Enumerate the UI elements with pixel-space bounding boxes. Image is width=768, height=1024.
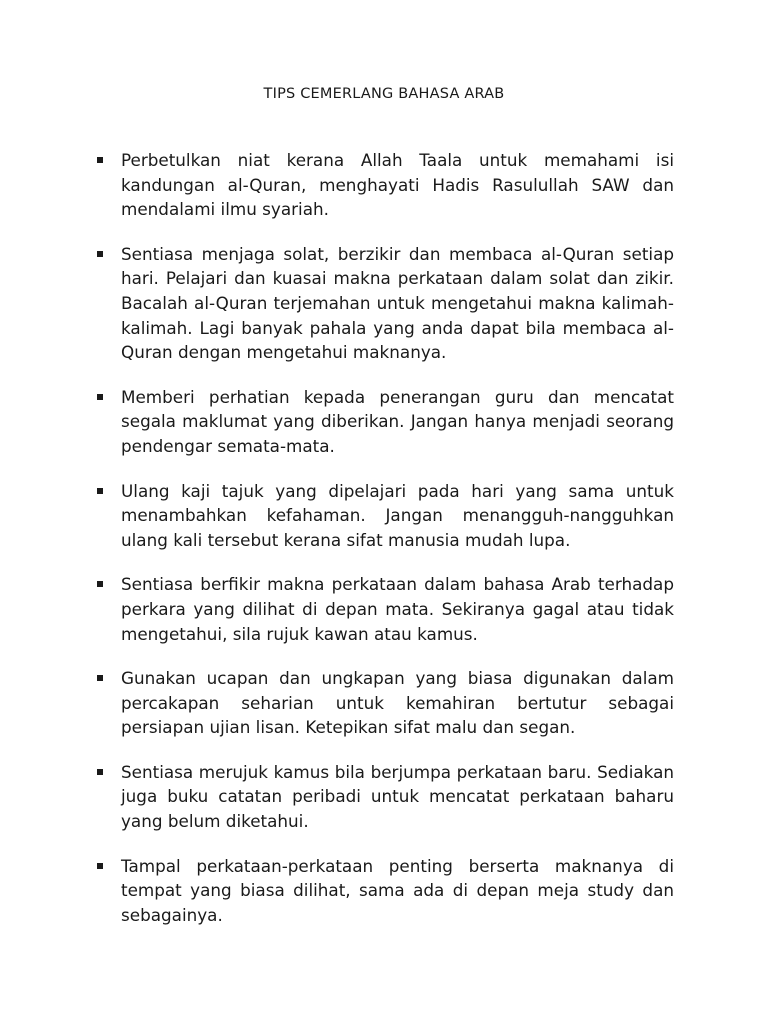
list-item	[0, 760, 768, 834]
list-item	[0, 385, 768, 459]
tip-text: Memberi perhatian kepada penerangan guru dan mencatat segala maklumat yang diberikan. Jangan hanya menjadi seorang pendengar semata-mata.	[121, 386, 674, 456]
list-item	[0, 666, 768, 740]
square-bullet-icon	[97, 581, 103, 587]
square-bullet-icon	[97, 157, 103, 163]
square-bullet-icon	[97, 488, 103, 494]
list-item	[0, 148, 768, 222]
square-bullet-icon	[97, 675, 103, 681]
tip-text: Ulang kaji tajuk yang dipelajari pada hari yang sama untuk menambahkan kefahaman. Jangan menangguh-nangguhkan ulang kali tersebut kerana sifat manusia mudah lupa.	[121, 480, 674, 550]
square-bullet-icon	[97, 769, 103, 775]
list-item	[0, 242, 768, 365]
square-bullet-icon	[97, 251, 103, 257]
tips-list	[0, 148, 768, 947]
tip-text: Gunakan ucapan dan ungkapan yang biasa digunakan dalam percakapan seharian untuk kemahiran bertutur sebagai persiapan ujian lisan. Ketepikan sifat malu dan segan.	[121, 668, 674, 738]
tip-text: Tampal perkataan-perkataan penting berserta maknanya di tempat yang biasa dilihat, sama ada di depan meja study dan sebagainya.	[121, 855, 674, 925]
list-item	[0, 854, 768, 928]
list-item	[0, 572, 768, 646]
tip-text: Sentiasa merujuk kamus bila berjumpa perkataan baru. Sediakan juga buku catatan peribadi untuk mencatat perkataan baharu yang belum diketahui.	[121, 761, 674, 832]
tip-text: Perbetulkan niat kerana Allah Taala untuk memahami isi kandungan al-Quran, menghayati Hadis Rasulullah SAW dan mendalami ilmu syariah.	[121, 150, 674, 220]
document-title: TIPS CEMERLANG BAHASA ARAB	[263, 86, 505, 102]
tip-text: Sentiasa berfikir makna perkataan dalam bahasa Arab terhadap perkara yang dilihat di depan mata. Sekiranya gagal atau tidak mengetahui, sila rujuk kawan atau kamus.	[121, 574, 674, 644]
list-item	[0, 479, 768, 553]
square-bullet-icon	[97, 863, 103, 869]
square-bullet-icon	[97, 394, 103, 400]
tip-text: Sentiasa menjaga solat, berzikir dan membaca al-Quran setiap hari. Pelajari dan kuasai makna perkataan dalam solat dan zikir. Bacalah al-Quran terjemahan untuk mengetahui makna kalimah-kalimah. Lagi banyak pahala yang anda dapat bila membaca al-Quran dengan mengetahui maknanya.	[121, 243, 674, 363]
